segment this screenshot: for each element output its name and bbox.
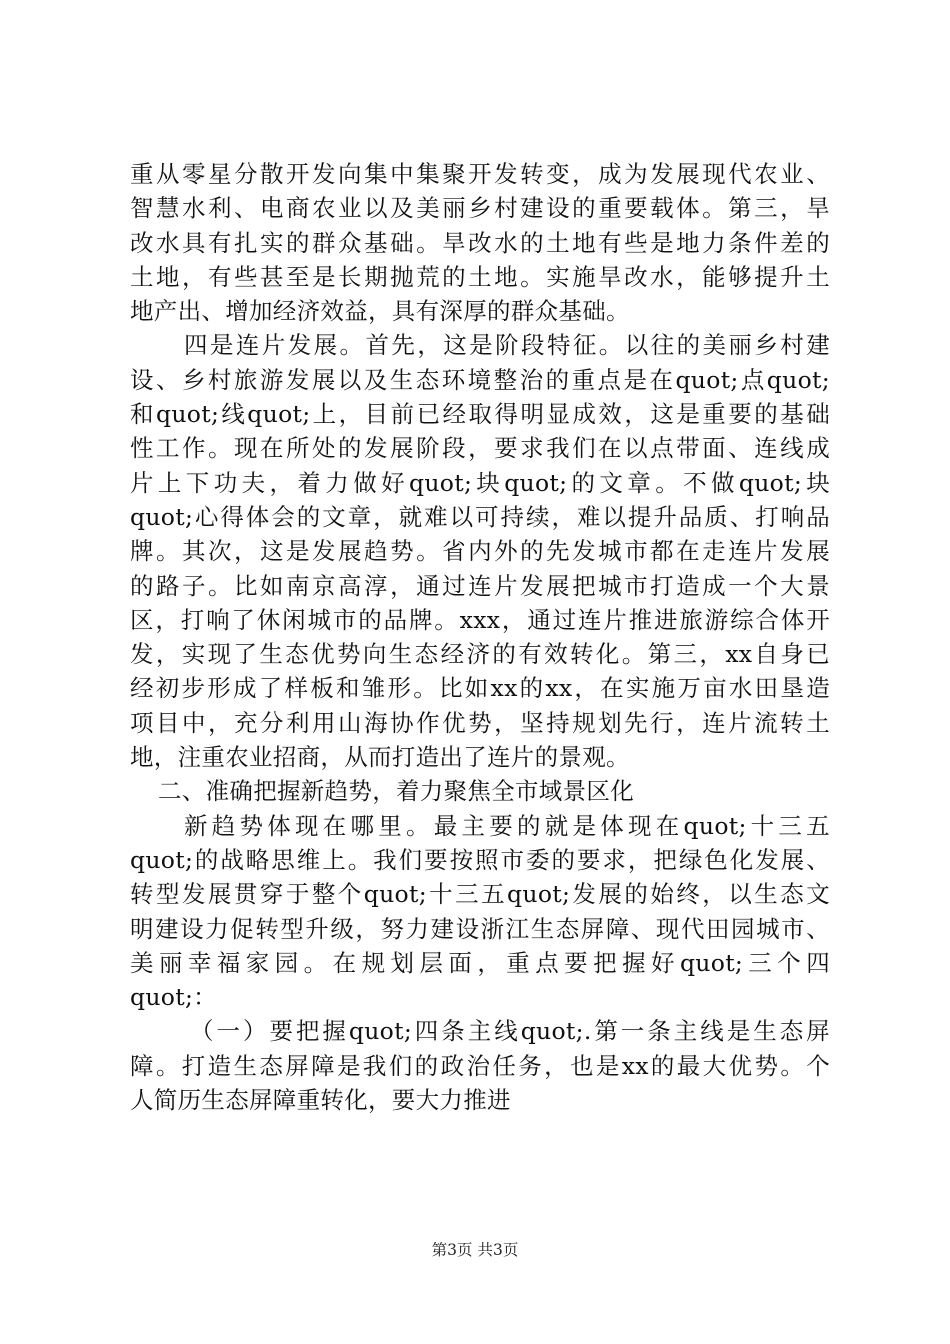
- text-line: 片上下功夫，着力做好quot;块quot;的文章。不做quot;块: [130, 468, 830, 497]
- page-number: 第3页 共3页: [431, 1241, 519, 1259]
- paragraph-start-line: （一）要把握quot;四条主线quot;.第一条主线是生态屏: [190, 1017, 830, 1046]
- text-line: 人简历生态屏障重转化，要大力推进: [130, 1086, 511, 1115]
- text-line: 经初步形成了样板和雏形。比如xx的xx，在实施万亩水田垦造: [130, 674, 830, 703]
- text-line: quot;的战略思维上。我们要按照市委的要求，把绿色化发展、: [130, 845, 830, 874]
- text-line: quot;：: [130, 983, 217, 1012]
- text-line: 和quot;线quot;上，目前已经取得明显成效，这是重要的基础: [130, 400, 830, 429]
- text-line: 的路子。比如南京高淳，通过连片发展把城市打造成一个大景: [130, 571, 830, 600]
- text-line: 性工作。现在所处的发展阶段，要求我们在以点带面、连线成: [130, 434, 830, 463]
- document-body: [130, 157, 830, 1117]
- page-footer: [0, 1240, 950, 1260]
- text-line: 牌。其次，这是发展趋势。省内外的先发城市都在走连片发展: [130, 537, 830, 566]
- text-line: 土地，有些甚至是长期抛荒的土地。实施旱改水，能够提升土: [130, 262, 830, 291]
- text-line: 明建设力促转型升级，努力建设浙江生态屏障、现代田园城市、: [130, 914, 830, 943]
- text-line: 障。打造生态屏障是我们的政治任务，也是xx的最大优势。个: [130, 1051, 830, 1080]
- text-line: 智慧水利、电商农业以及美丽乡村建设的重要载体。第三，旱: [130, 194, 830, 223]
- section-heading: 二、准确把握新趋势，着力聚焦全市域景区化: [158, 777, 634, 806]
- paragraph-start-line: 新趋势体现在哪里。最主要的就是体现在quot;十三五: [184, 811, 830, 840]
- text-line: quot;心得体会的文章，就难以可持续，难以提升品质、打响品: [130, 502, 830, 531]
- text-line: 项目中，充分利用山海协作优势，坚持规划先行，连片流转土: [130, 708, 830, 737]
- text-line: 重从零星分散开发向集中集聚开发转变，成为发展现代农业、: [130, 160, 830, 188]
- paragraph-start-line: 四是连片发展。首先，这是阶段特征。以往的美丽乡村建: [184, 331, 830, 360]
- text-line: 美丽幸福家园。在规划层面，重点要把握好quot;三个四: [130, 948, 830, 977]
- text-line: 发，实现了生态优势向生态经济的有效转化。第三，xx自身已: [130, 640, 830, 669]
- text-line: 地产出、增加经济效益，具有深厚的群众基础。: [130, 297, 630, 326]
- text-line: 改水具有扎实的群众基础。旱改水的土地有些是地力条件差的: [130, 228, 830, 257]
- text-line: 设、乡村旅游发展以及生态环境整治的重点是在quot;点quot;: [130, 365, 830, 394]
- text-line: 区，打响了休闲城市的品牌。xxx，通过连片推进旅游综合体开: [130, 605, 830, 634]
- text-line: 转型发展贯穿于整个quot;十三五quot;发展的始终，以生态文: [130, 880, 830, 909]
- text-line: 地，注重农业招商，从而打造出了连片的景观。: [130, 743, 630, 772]
